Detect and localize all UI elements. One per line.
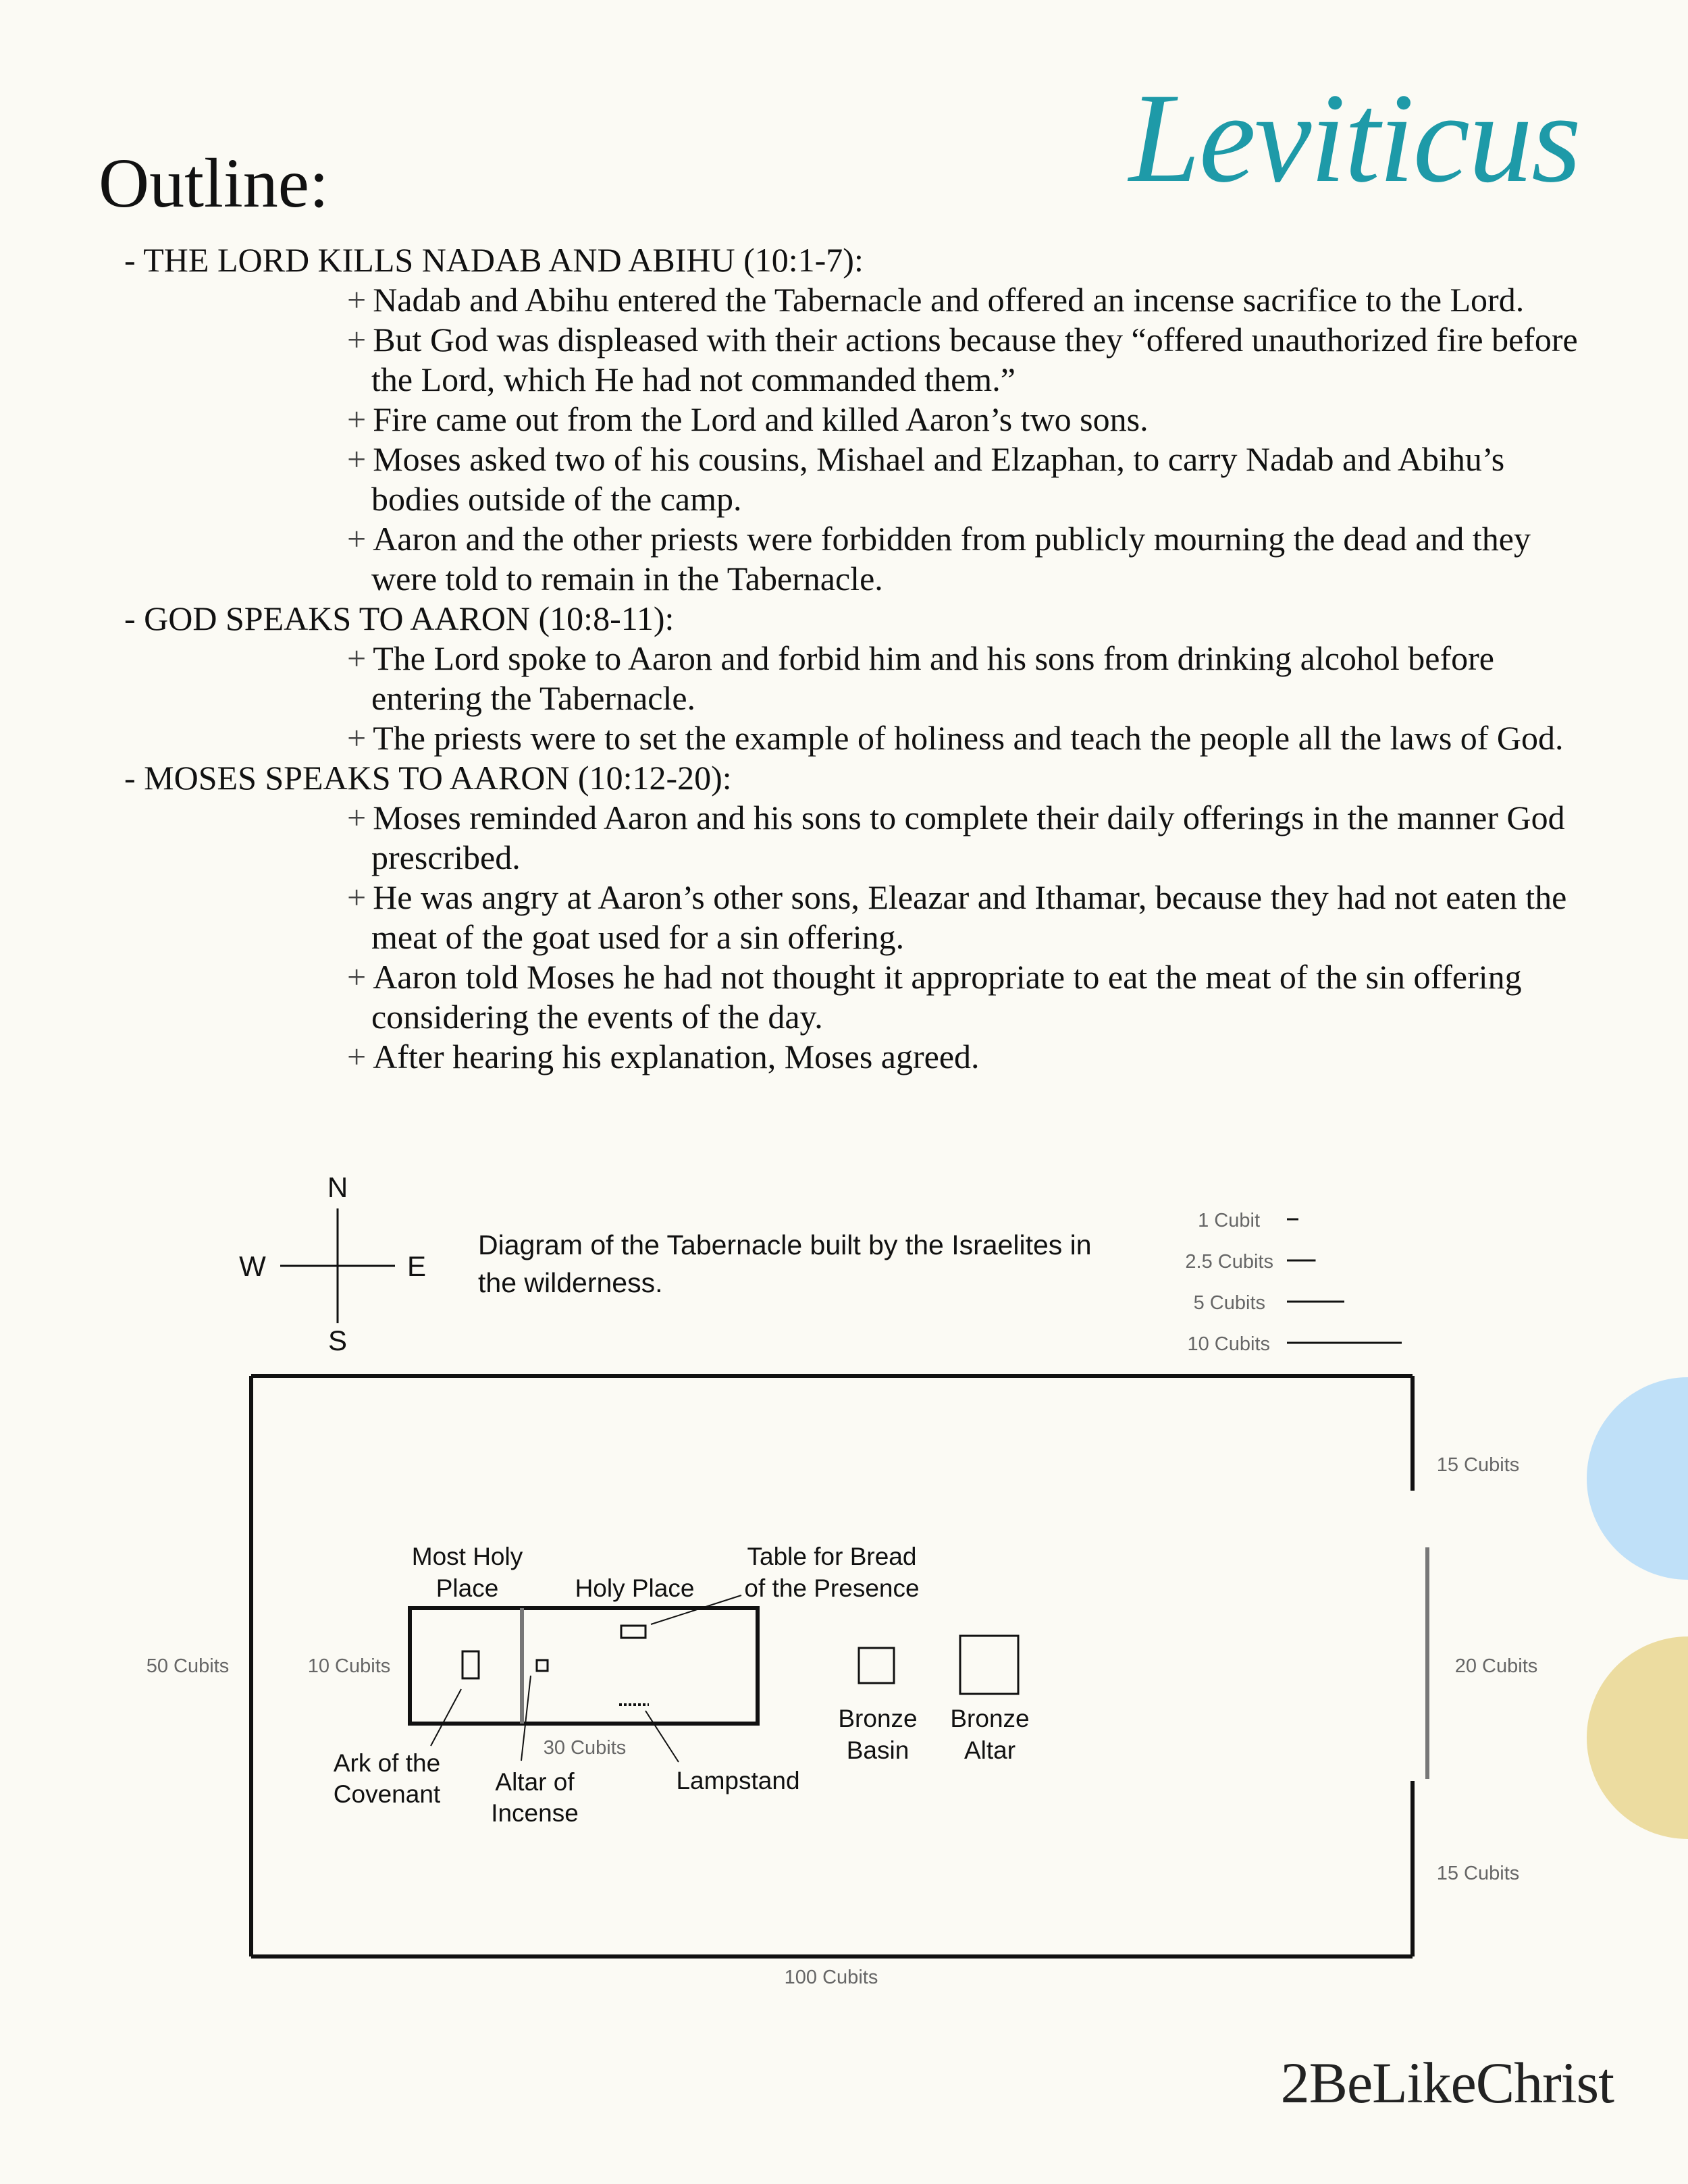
label-altar-incense: Incense — [491, 1799, 579, 1827]
section-title: - THE LORD KILLS NADAB AND ABIHU (10:1-7): — [124, 241, 864, 279]
label-holy-place: Holy Place — [575, 1574, 695, 1602]
dim-side-top: 15 Cubits — [1436, 1454, 1520, 1476]
label-bronze-basin: Basin — [846, 1736, 909, 1764]
outline-point: + Fire came out from the Lord and killed Aaron’s two sons. — [347, 400, 1149, 438]
outline-point: + Aaron told Moses he had not thought it appropriate to eat the meat of the sin offering considering the events of the day. — [347, 958, 1522, 1036]
outline-point: + Moses asked two of his cousins, Mishael and Elzaphan, to carry Nadab and Abihu’s bodies outside of the camp. — [347, 440, 1505, 518]
outline-point: + Nadab and Abihu entered the Tabernacle and offered an incense sacrifice to the Lord. — [347, 281, 1525, 319]
plus-icon: + — [347, 799, 367, 836]
bronze-basin — [859, 1648, 894, 1683]
outline-section — [124, 758, 1583, 1077]
section-title: - MOSES SPEAKS TO AARON (10:12-20): — [124, 759, 732, 797]
label-altar-incense: Altar of — [495, 1768, 575, 1796]
diagram-caption-line2: the wilderness. — [478, 1267, 663, 1298]
plus-icon: + — [347, 719, 367, 757]
label-table: of the Presence — [744, 1574, 920, 1602]
outline-point: + The Lord spoke to Aaron and forbid him and his sons from drinking alcohol before entering the Tabernacle. — [347, 639, 1494, 717]
outline-heading: Outline: — [99, 144, 329, 222]
bronze-altar — [960, 1636, 1018, 1694]
dim-gate: 20 Cubits — [1454, 1655, 1538, 1677]
compass-east: E — [406, 1250, 427, 1282]
leader-incense — [521, 1676, 531, 1761]
plus-icon: + — [347, 440, 367, 478]
outline — [124, 240, 1583, 1077]
leader-ark — [431, 1689, 461, 1746]
leader-lampstand — [645, 1711, 679, 1762]
label-ark: Covenant — [333, 1780, 441, 1808]
outline-point: + After hearing his explanation, Moses agreed. — [347, 1038, 980, 1075]
plus-icon: + — [347, 321, 367, 358]
plus-icon: + — [347, 958, 367, 996]
dim-tabernacle-length: 30 Cubits — [543, 1737, 627, 1759]
outline-section — [124, 240, 1583, 599]
outer-court — [251, 1376, 1413, 1956]
compass — [280, 1208, 395, 1323]
outline-section — [124, 599, 1583, 758]
brand-logo-text: 2BeLikeChrist — [1280, 2050, 1614, 2115]
label-bronze-basin: Bronze — [838, 1705, 918, 1732]
plus-icon: + — [347, 878, 367, 916]
plus-icon: + — [347, 639, 367, 677]
scale-label: 1 Cubit — [1198, 1210, 1260, 1231]
book-title: Leviticus — [1129, 68, 1580, 209]
decor-circle-blue — [1587, 1377, 1688, 1580]
label-table: Table for Bread — [747, 1543, 917, 1570]
compass-west: W — [239, 1250, 266, 1282]
tabernacle-tent — [410, 1608, 758, 1724]
altar-of-incense — [537, 1660, 548, 1671]
outline-point: + The priests were to set the example of holiness and teach the people all the laws of God. — [347, 719, 1564, 757]
scale-label: 5 Cubits — [1193, 1292, 1265, 1314]
ark-of-the-covenant — [463, 1651, 479, 1678]
section-title: - GOD SPEAKS TO AARON (10:8-11): — [124, 600, 675, 637]
outline-point: + Aaron and the other priests were forbidden from publicly mourning the dead and they were told to remain in the Tabernacle. — [347, 520, 1531, 597]
outline-point: + Moses reminded Aaron and his sons to complete their daily offerings in the manner God prescribed. — [347, 799, 1565, 876]
decor-circle-yellow — [1587, 1636, 1688, 1839]
scale-label: 2.5 Cubits — [1185, 1251, 1273, 1273]
plus-icon: + — [347, 400, 367, 438]
label-ark: Ark of the — [333, 1749, 441, 1777]
compass-south: S — [327, 1325, 348, 1356]
compass-north: N — [327, 1171, 348, 1203]
dim-side-bottom: 15 Cubits — [1436, 1863, 1520, 1884]
plus-icon: + — [347, 1038, 367, 1075]
dim-tabernacle-width: 10 Cubits — [307, 1655, 391, 1677]
dim-court-width: 50 Cubits — [146, 1655, 230, 1677]
label-most-holy: Most Holy — [411, 1543, 523, 1570]
label-bronze-altar: Bronze — [950, 1705, 1030, 1732]
dim-court-length: 100 Cubits — [784, 1967, 878, 1988]
plus-icon: + — [347, 520, 367, 558]
leader-table — [651, 1595, 741, 1624]
diagram-caption-line1: Diagram of the Tabernacle built by the Israelites in — [478, 1229, 1092, 1260]
label-lampstand: Lampstand — [676, 1767, 800, 1794]
scale-label: 10 Cubits — [1187, 1333, 1270, 1355]
table-for-bread — [621, 1626, 645, 1638]
outline-point: + But God was displeased with their actions because they “offered unauthorized fire before the Lord, which He had not commanded them.” — [347, 321, 1578, 398]
label-bronze-altar: Altar — [964, 1736, 1016, 1764]
plus-icon: + — [347, 281, 367, 319]
outline-point: + He was angry at Aaron’s other sons, Eleazar and Ithamar, because they had not eaten the meat of the goat used for a sin offering. — [347, 878, 1567, 956]
label-most-holy: Place — [436, 1574, 499, 1602]
